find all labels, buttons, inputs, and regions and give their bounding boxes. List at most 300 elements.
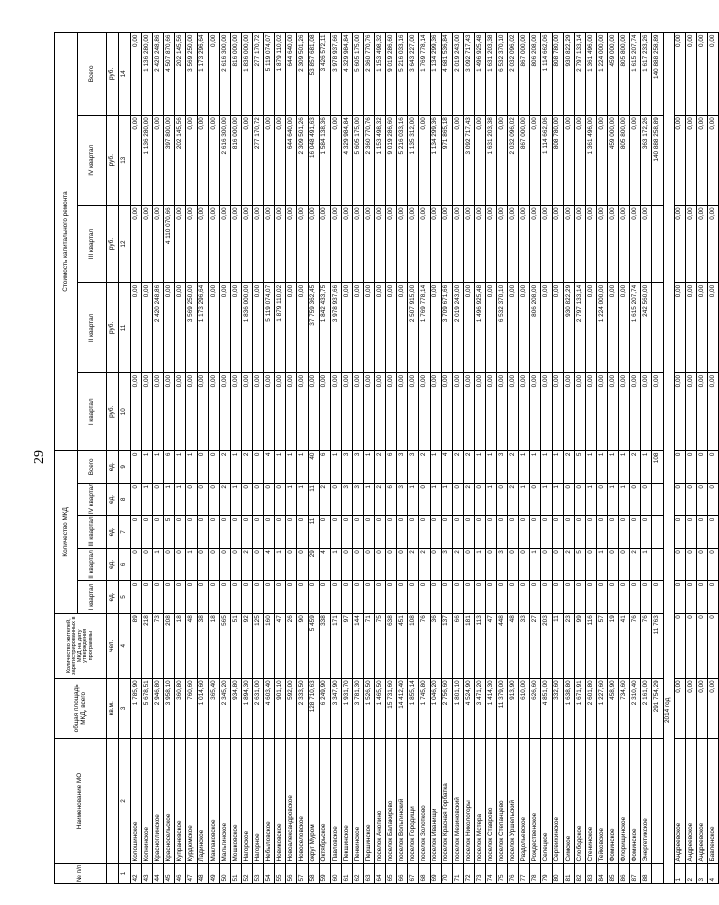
cell-area: 0,00 [674, 678, 685, 738]
header-residents: Количество жителей, зарегистрированных в МКД на дату утверждения программы [55, 613, 107, 678]
cell-c3: 0 [585, 516, 596, 549]
cell-s1: 0,00 [153, 373, 164, 451]
cell-s1: 0,00 [241, 373, 252, 451]
cell-res: 90 [297, 613, 308, 678]
cell-s4: 0,00 [530, 115, 541, 205]
cell-c4: 1 [541, 483, 552, 516]
total-cell-res: 11 763 [652, 613, 663, 678]
cell-c3: 0 [341, 516, 352, 549]
cell-n: 71 [452, 863, 463, 883]
cell-n: 43 [142, 863, 153, 883]
cell-name: Октябрьское [319, 738, 330, 863]
cell-st: 3 426 572,11 [319, 33, 330, 116]
cell-res: 137 [441, 613, 452, 678]
cell-s1: 0,00 [486, 373, 497, 451]
cell-ct: 1 [363, 451, 374, 484]
table-row [275, 33, 286, 884]
cell-n: 60 [330, 863, 341, 883]
cell-area: 11 379,00 [497, 678, 508, 738]
cell-area: 1 671,91 [574, 678, 585, 738]
cell-st: 0,00 [208, 33, 219, 116]
cell-area: 1 465,50 [375, 678, 386, 738]
cell-ct: 2 [630, 451, 641, 484]
cell-res: 27 [530, 613, 541, 678]
cell-ct: 5 [574, 451, 585, 484]
cell-name: Копнинское [142, 738, 153, 863]
cell-s4: 0,00 [131, 115, 142, 205]
table-row [142, 33, 153, 884]
cell-ct: 1 [275, 451, 286, 484]
total-cell-s4: 140 888 258,89 [652, 115, 663, 205]
cell-c4: 0 [641, 483, 652, 516]
cell-c2: 0 [341, 548, 352, 581]
cell-s1: 0,00 [474, 373, 485, 451]
table-row [186, 33, 197, 884]
cell-ct: 0 [696, 451, 707, 484]
table-header [55, 33, 131, 884]
cell-s3: 0,00 [541, 205, 552, 283]
cell-s2: 0,00 [430, 283, 441, 373]
table-row [585, 33, 596, 884]
cell-s4: 0,00 [696, 115, 707, 205]
column-number: 3 [119, 678, 131, 738]
cell-s2: 0,00 [297, 283, 308, 373]
cell-s2: 0,00 [696, 283, 707, 373]
unit-cell: ед. [107, 581, 119, 614]
cell-n: 86 [619, 863, 630, 883]
cell-s2: 0,00 [286, 283, 297, 373]
cell-c4: 0 [596, 483, 607, 516]
cell-s4: 0,00 [208, 115, 219, 205]
cell-area: 1 227,60 [596, 678, 607, 738]
cell-res: 448 [497, 613, 508, 678]
cell-area: 6 249,90 [319, 678, 330, 738]
cell-n: 77 [519, 863, 530, 883]
cell-st: 9 019 286,60 [386, 33, 397, 116]
cell-s1: 0,00 [297, 373, 308, 451]
total-cell-c3 [652, 516, 663, 549]
unit-cell: руб. [107, 115, 119, 205]
cell-s3: 0,00 [497, 205, 508, 283]
cell-s3: 0,00 [142, 205, 153, 283]
cell-s2: 0,00 [508, 283, 519, 373]
cell-st: 1 879 110,02 [275, 33, 286, 116]
cell-s3: 0,00 [341, 205, 352, 283]
cell-name: Мальгинское [219, 738, 230, 863]
total-cell-area: 291 754,29 [652, 678, 663, 738]
cell-s1: 0,00 [441, 373, 452, 451]
cell-c2: 2 [241, 548, 252, 581]
cell-c4: 2 [375, 483, 386, 516]
cell-n: 74 [486, 863, 497, 883]
cell-c4: 1 [286, 483, 297, 516]
cell-area: 3 347,90 [330, 678, 341, 738]
cell-c3: 0 [241, 516, 252, 549]
cell-n: 3 [696, 863, 707, 883]
cell-s3: 0,00 [519, 205, 530, 283]
cell-s3: 0,00 [707, 205, 718, 283]
cell-s3: 0,00 [208, 205, 219, 283]
table-row [474, 33, 485, 884]
cell-n: 85 [608, 863, 619, 883]
cell-ct: 1 [530, 451, 541, 484]
cell-s1: 0,00 [375, 373, 386, 451]
cell-s4: 0,00 [197, 115, 208, 205]
cell-c2: 5 [574, 548, 585, 581]
cell-s3: 0,00 [153, 205, 164, 283]
cell-c1: 0 [685, 581, 696, 614]
cell-c4: 0 [264, 483, 275, 516]
cell-ct: 0 [674, 451, 685, 484]
cell-s3: 0,00 [596, 205, 607, 283]
cell-n: 82 [574, 863, 585, 883]
cell-s2: 0,00 [541, 283, 552, 373]
cell-c4: 0 [197, 483, 208, 516]
cell-s2: 0,00 [175, 283, 186, 373]
cell-res: 11 [552, 613, 563, 678]
cell-c1: 0 [696, 581, 707, 614]
cell-c3: 5 [164, 516, 175, 549]
table-row [197, 33, 208, 884]
cell-c3: 0 [608, 516, 619, 549]
cell-name: поселок Анопино [375, 738, 386, 863]
cell-name: Фоминское [630, 738, 641, 863]
cell-n: 73 [474, 863, 485, 883]
column-number: 11 [119, 283, 131, 373]
cell-s1: 0,00 [264, 373, 275, 451]
cell-s3: 0,00 [463, 205, 474, 283]
table-row [530, 33, 541, 884]
cell-c4: 1 [408, 483, 419, 516]
cell-ct: 1 [596, 451, 607, 484]
cell-st: 1 617 233,26 [641, 33, 652, 116]
column-number: 12 [119, 205, 131, 283]
cell-st: 0,00 [131, 33, 142, 116]
cell-s4: 1 631 203,38 [486, 115, 497, 205]
cell-c1: 0 [164, 581, 175, 614]
table-row [552, 33, 563, 884]
cell-ct: 3 [341, 451, 352, 484]
cell-c1: 0 [230, 581, 241, 614]
table-row [463, 33, 474, 884]
cell-c4: 0 [241, 483, 252, 516]
cell-name: Раздольевское [519, 738, 530, 863]
cell-c3: 0 [419, 516, 430, 549]
cell-area: 365,40 [208, 678, 219, 738]
cell-name: Ладинское [197, 738, 208, 863]
cell-n: 69 [430, 863, 441, 883]
cell-s2: 1 615 207,74 [630, 283, 641, 373]
cell-s2: 5 119 074,07 [264, 283, 275, 373]
cell-c3: 0 [352, 516, 363, 549]
cell-s3: 0,00 [175, 205, 186, 283]
cell-s1: 0,00 [707, 373, 718, 451]
cell-s4: 1 153 498,32 [375, 115, 386, 205]
cell-s4: 0,00 [153, 115, 164, 205]
cell-s3: 0,00 [264, 205, 275, 283]
section-title: 2014 год [663, 33, 674, 884]
cell-n: 62 [352, 863, 363, 883]
table-row [241, 33, 252, 884]
cell-s3: 0,00 [363, 205, 374, 283]
cell-st: 1 136 280,00 [142, 33, 153, 116]
cell-c3: 0 [153, 516, 164, 549]
cell-c1: 0 [519, 581, 530, 614]
cell-n: 49 [208, 863, 219, 883]
cell-st: 2 032 096,02 [508, 33, 519, 116]
cell-ct: 1 [486, 451, 497, 484]
cell-name: Андреевское [685, 738, 696, 863]
cell-s3: 0,00 [574, 205, 585, 283]
cell-st: 0,00 [674, 33, 685, 116]
cell-res: 0 [685, 613, 696, 678]
cell-s1: 0,00 [585, 373, 596, 451]
cell-area: 15 731,60 [386, 678, 397, 738]
cell-area: 1 745,80 [419, 678, 430, 738]
cell-s2: 0,00 [463, 283, 474, 373]
header-name: Наименование МО [55, 738, 107, 863]
cell-s2: 2 797 133,14 [574, 283, 585, 373]
cell-st: 1 361 496,00 [585, 33, 596, 116]
cell-area: 760,60 [186, 678, 197, 738]
cell-s3: 0,00 [608, 205, 619, 283]
cell-c4: 1 [142, 483, 153, 516]
cell-s2: 3 709 671,66 [441, 283, 452, 373]
table-row [131, 33, 142, 884]
cell-s4: 16 048 491,63 [308, 115, 319, 205]
cell-c2: 1 [474, 548, 485, 581]
cell-c1: 0 [131, 581, 142, 614]
cell-s3: 4 110 070,66 [164, 205, 175, 283]
cell-area: 2 946,80 [153, 678, 164, 738]
cell-n: 4 [707, 863, 718, 883]
cell-s2: 0,00 [341, 283, 352, 373]
cell-c1: 0 [552, 581, 563, 614]
cell-s1: 0,00 [275, 373, 286, 451]
cell-name: поселок Золотково [419, 738, 430, 863]
cell-name: поселок Балакирево [386, 738, 397, 863]
cell-s2: 0,00 [685, 283, 696, 373]
cell-ct: 2 [508, 451, 519, 484]
cell-res: 57 [596, 613, 607, 678]
cell-res: 181 [463, 613, 474, 678]
cell-c3: 0 [208, 516, 219, 549]
cell-res: 89 [131, 613, 142, 678]
cell-s4: 3 092 717,43 [463, 115, 474, 205]
cell-name: Купраневское [175, 738, 186, 863]
cell-area: 0,00 [707, 678, 718, 738]
cell-st: 805 800,00 [619, 33, 630, 116]
cell-c2: 0 [541, 548, 552, 581]
cell-s4: 1 584 138,36 [319, 115, 330, 205]
table-body [131, 33, 719, 884]
cell-st: 202 145,56 [175, 33, 186, 116]
cell-s2: 0,00 [219, 283, 230, 373]
cell-s3: 0,00 [397, 205, 408, 283]
cell-s4: 1 134 299,36 [430, 115, 441, 205]
cell-ct: 0 [707, 451, 718, 484]
table-row [264, 33, 275, 884]
cell-c1: 0 [352, 581, 363, 614]
cell-s2: 0,00 [230, 283, 241, 373]
cell-area: 626,60 [530, 678, 541, 738]
cell-s4: 0,00 [563, 115, 574, 205]
cell-s1: 0,00 [164, 373, 175, 451]
cell-st: 806 208,00 [530, 33, 541, 116]
table-row [574, 33, 585, 884]
cell-s3: 0,00 [419, 205, 430, 283]
cell-st: 808 780,00 [552, 33, 563, 116]
cell-ct: 1 [552, 451, 563, 484]
cell-s4: 0,00 [186, 115, 197, 205]
cell-s4: 805 800,00 [619, 115, 630, 205]
cell-c3: 0 [142, 516, 153, 549]
cell-ct: 1 [297, 451, 308, 484]
cell-s3: 0,00 [530, 205, 541, 283]
cell-res: 0 [696, 613, 707, 678]
cell-s1: 0,00 [386, 373, 397, 451]
cell-n: 72 [463, 863, 474, 883]
table-row [685, 33, 696, 884]
header-mkd-q2: II квартал [78, 548, 107, 581]
cell-s1: 0,00 [596, 373, 607, 451]
cell-n: 47 [186, 863, 197, 883]
cell-res: 451 [397, 613, 408, 678]
column-number: 10 [119, 373, 131, 451]
cell-s3: 0,00 [685, 205, 696, 283]
cell-s4: 0,00 [275, 115, 286, 205]
cell-c1: 0 [386, 581, 397, 614]
cell-name: Селецкое [541, 738, 552, 863]
cell-c4: 0 [674, 483, 685, 516]
cell-s2: 1 769 778,14 [419, 283, 430, 373]
cell-area: 610,00 [519, 678, 530, 738]
cell-n: 76 [508, 863, 519, 883]
cell-c3: 0 [197, 516, 208, 549]
cell-name: Новоалександровское [286, 738, 297, 863]
cell-area: 1 526,50 [363, 678, 374, 738]
cell-ct: 0 [685, 451, 696, 484]
total-cell-c2 [652, 548, 663, 581]
cell-n: 63 [363, 863, 374, 883]
cell-s3: 0,00 [585, 205, 596, 283]
cell-c2: 3 [497, 548, 508, 581]
cell-s1: 0,00 [574, 373, 585, 451]
cell-s3: 0,00 [696, 205, 707, 283]
cell-name: Красносельское [164, 738, 175, 863]
cell-s2: 0,00 [142, 283, 153, 373]
cell-n: 61 [341, 863, 352, 883]
cell-s2: 1 879 110,02 [275, 283, 286, 373]
cell-area: 2 310,40 [630, 678, 641, 738]
cell-n: 84 [596, 863, 607, 883]
cell-c4: 1 [552, 483, 563, 516]
cell-s2: 0,00 [352, 283, 363, 373]
cell-area: 3 471,20 [474, 678, 485, 738]
cell-s1: 0,00 [685, 373, 696, 451]
cell-area: 1 894,30 [241, 678, 252, 738]
cell-res: 125 [253, 613, 264, 678]
cell-st: 1 631 203,38 [486, 33, 497, 116]
cell-c3: 0 [319, 516, 330, 549]
cell-name: Стенинское [585, 738, 596, 863]
header-cost-q2: II квартал [78, 283, 107, 373]
cell-area: 2 161,00 [641, 678, 652, 738]
rotated-landscape-sheet [28, 28, 716, 886]
unit-cell: ед. [107, 548, 119, 581]
unit-cell: руб. [107, 373, 119, 451]
cell-ct: 0 [197, 451, 208, 484]
cell-res: 66 [452, 613, 463, 678]
cell-c2: 0 [674, 548, 685, 581]
header-cost-group: Стоимость капитального ремонта [55, 33, 78, 451]
table-row [175, 33, 186, 884]
column-number: 9 [119, 451, 131, 484]
cell-c2: 1 [641, 548, 652, 581]
cell-c2: 0 [142, 548, 153, 581]
cell-s4: 4 329 984,84 [341, 115, 352, 205]
cell-c3: 0 [186, 516, 197, 549]
cell-ct: 1 [585, 451, 596, 484]
cell-st: 5 119 074,07 [264, 33, 275, 116]
total-row [652, 33, 663, 884]
cell-s3: 0,00 [630, 205, 641, 283]
cell-st: 2 420 248,86 [153, 33, 164, 116]
cell-s4: 0,00 [264, 115, 275, 205]
cell-s3: 0,00 [674, 205, 685, 283]
cell-s1: 0,00 [530, 373, 541, 451]
cell-ct: 2 [563, 451, 574, 484]
cell-s3: 0,00 [275, 205, 286, 283]
cell-st: 1 224 000,00 [596, 33, 607, 116]
cell-name: Бавленское [707, 738, 718, 863]
cell-s4: 202 145,56 [175, 115, 186, 205]
cell-c3: 0 [264, 516, 275, 549]
cell-s4: 816 000,00 [230, 115, 241, 205]
cell-s1: 0,00 [131, 373, 142, 451]
cell-c1: 0 [452, 581, 463, 614]
table-row [563, 33, 574, 884]
cell-c1: 0 [197, 581, 208, 614]
cell-c1: 0 [630, 581, 641, 614]
cell-c2: 0 [197, 548, 208, 581]
cell-s1: 0,00 [696, 373, 707, 451]
cell-c4: 1 [441, 483, 452, 516]
cell-s4: 971 865,18 [441, 115, 452, 205]
cell-res: 19 [608, 613, 619, 678]
cell-c1: 0 [153, 581, 164, 614]
cell-s4: 0,00 [497, 115, 508, 205]
table-row [630, 33, 641, 884]
cell-ct: 1 [474, 451, 485, 484]
cell-st: 867 000,00 [519, 33, 530, 116]
table-row [641, 33, 652, 884]
cell-s1: 0,00 [541, 373, 552, 451]
cell-c2: 0 [696, 548, 707, 581]
cell-ct: 0 [208, 451, 219, 484]
cell-ct: 0 [253, 451, 264, 484]
total-cell-st: 140 888 258,89 [652, 33, 663, 116]
cell-c4: 0 [530, 483, 541, 516]
cell-s3: 0,00 [197, 205, 208, 283]
cell-ct: 2 [241, 451, 252, 484]
cell-c3: 0 [519, 516, 530, 549]
cell-s1: 0,00 [208, 373, 219, 451]
cell-s4: 0,00 [330, 115, 341, 205]
cell-c2: 3 [441, 548, 452, 581]
cell-c3: 0 [386, 516, 397, 549]
cell-c3: 0 [408, 516, 419, 549]
